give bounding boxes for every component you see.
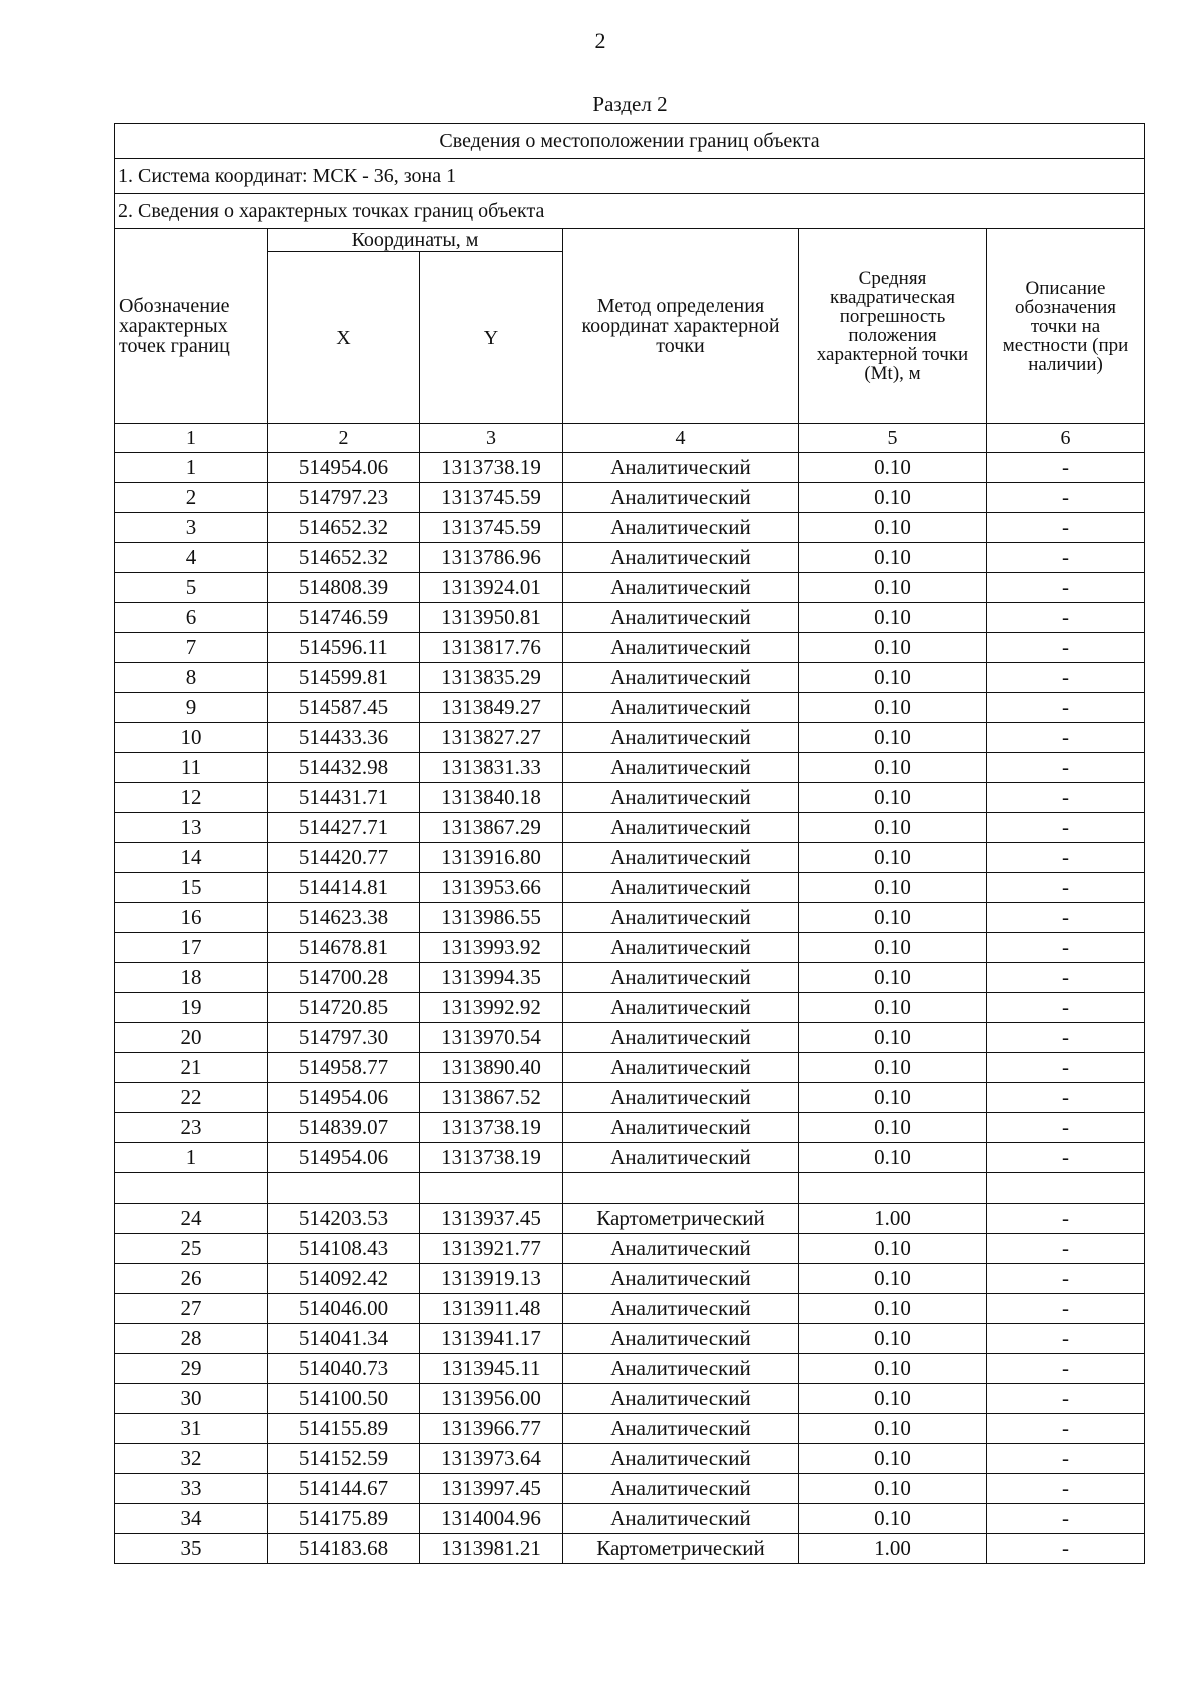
point-cell: 2: [115, 483, 268, 513]
y-cell: 1313745.59: [420, 483, 563, 513]
point-cell: 33: [115, 1474, 268, 1504]
description-cell: -: [987, 453, 1145, 483]
table-row: [115, 513, 1145, 543]
method-cell: Аналитический: [563, 903, 799, 933]
method-cell: Аналитический: [563, 843, 799, 873]
error-cell: 0.10: [799, 1083, 987, 1113]
point-cell: 25: [115, 1234, 268, 1264]
table-row: [115, 1113, 1145, 1143]
x-cell: 514175.89: [268, 1504, 420, 1534]
error-cell: 0.10: [799, 933, 987, 963]
x-cell: 514652.32: [268, 513, 420, 543]
header-error: Средняя квадратическая погрешность положения характерной точки (Mt), м: [799, 229, 987, 424]
error-cell: 0.10: [799, 1384, 987, 1414]
point-cell: 20: [115, 1023, 268, 1053]
x-cell: 514144.67: [268, 1474, 420, 1504]
description-cell: -: [987, 753, 1145, 783]
table-row: [115, 483, 1145, 513]
y-cell: 1313835.29: [420, 663, 563, 693]
method-cell: Аналитический: [563, 1444, 799, 1474]
y-cell: 1313941.17: [420, 1324, 563, 1354]
point-cell: 4: [115, 543, 268, 573]
header-x: X: [268, 252, 420, 424]
method-cell: Аналитический: [563, 693, 799, 723]
x-cell: 514414.81: [268, 873, 420, 903]
y-cell: 1313867.29: [420, 813, 563, 843]
method-cell: Аналитический: [563, 603, 799, 633]
point-cell: 15: [115, 873, 268, 903]
point-cell: 6: [115, 603, 268, 633]
description-cell: [987, 1173, 1145, 1204]
y-cell: 1313916.80: [420, 843, 563, 873]
header-coordinates: Координаты, м: [268, 229, 563, 252]
table-row: [115, 993, 1145, 1023]
description-cell: -: [987, 513, 1145, 543]
error-cell: 0.10: [799, 483, 987, 513]
point-cell: 24: [115, 1204, 268, 1234]
x-cell: 514596.11: [268, 633, 420, 663]
section-title: Раздел 2: [592, 92, 668, 116]
y-cell: 1313981.21: [420, 1534, 563, 1564]
x-cell: 514108.43: [268, 1234, 420, 1264]
point-cell: 7: [115, 633, 268, 663]
x-cell: 514623.38: [268, 903, 420, 933]
x-cell: 514040.73: [268, 1354, 420, 1384]
error-cell: 0.10: [799, 1444, 987, 1474]
description-cell: -: [987, 1083, 1145, 1113]
table-row: [115, 633, 1145, 663]
y-cell: 1313997.45: [420, 1474, 563, 1504]
point-cell: 10: [115, 723, 268, 753]
method-cell: Аналитический: [563, 573, 799, 603]
description-cell: -: [987, 1324, 1145, 1354]
y-cell: 1313937.45: [420, 1204, 563, 1234]
y-cell: 1313849.27: [420, 693, 563, 723]
point-cell: 12: [115, 783, 268, 813]
table-row: [115, 1414, 1145, 1444]
y-cell: 1313745.59: [420, 513, 563, 543]
x-cell: 514587.45: [268, 693, 420, 723]
table-row: [115, 963, 1145, 993]
point-cell: [115, 1173, 268, 1204]
x-cell: 514041.34: [268, 1324, 420, 1354]
table-row: [115, 813, 1145, 843]
point-cell: 26: [115, 1264, 268, 1294]
y-cell: 1313945.11: [420, 1354, 563, 1384]
y-cell: 1313911.48: [420, 1294, 563, 1324]
y-cell: 1313831.33: [420, 753, 563, 783]
description-cell: -: [987, 723, 1145, 753]
column-number: 5: [799, 424, 987, 453]
error-cell: 0.10: [799, 633, 987, 663]
error-cell: 0.10: [799, 993, 987, 1023]
method-cell: Аналитический: [563, 1264, 799, 1294]
y-cell: 1313919.13: [420, 1264, 563, 1294]
description-cell: -: [987, 1444, 1145, 1474]
description-cell: -: [987, 1474, 1145, 1504]
table-row: [115, 783, 1145, 813]
method-cell: Аналитический: [563, 1504, 799, 1534]
point-cell: 16: [115, 903, 268, 933]
method-cell: Аналитический: [563, 723, 799, 753]
x-cell: 514183.68: [268, 1534, 420, 1564]
error-cell: 0.10: [799, 693, 987, 723]
point-cell: 34: [115, 1504, 268, 1534]
table-row: [115, 1173, 1145, 1204]
method-cell: Аналитический: [563, 933, 799, 963]
error-cell: 0.10: [799, 903, 987, 933]
y-cell: 1313956.00: [420, 1384, 563, 1414]
description-cell: -: [987, 543, 1145, 573]
description-cell: -: [987, 783, 1145, 813]
y-cell: 1313827.27: [420, 723, 563, 753]
table-row: [115, 663, 1145, 693]
error-cell: 0.10: [799, 783, 987, 813]
method-cell: Аналитический: [563, 1414, 799, 1444]
error-cell: 0.10: [799, 1414, 987, 1444]
error-cell: 0.10: [799, 543, 987, 573]
description-cell: -: [987, 1113, 1145, 1143]
description-cell: -: [987, 633, 1145, 663]
point-cell: 17: [115, 933, 268, 963]
description-cell: -: [987, 993, 1145, 1023]
table-row: [115, 1083, 1145, 1113]
error-cell: 1.00: [799, 1204, 987, 1234]
point-cell: 35: [115, 1534, 268, 1564]
description-cell: -: [987, 1294, 1145, 1324]
description-cell: -: [987, 1354, 1145, 1384]
table-row: [115, 1204, 1145, 1234]
method-cell: Аналитический: [563, 1324, 799, 1354]
point-cell: 18: [115, 963, 268, 993]
description-cell: -: [987, 813, 1145, 843]
x-cell: 514100.50: [268, 1384, 420, 1414]
error-cell: 0.10: [799, 723, 987, 753]
table-row: [115, 1534, 1145, 1564]
error-cell: 0.10: [799, 453, 987, 483]
y-cell: [420, 1173, 563, 1204]
point-cell: 19: [115, 993, 268, 1023]
error-cell: 0.10: [799, 813, 987, 843]
point-cell: 1: [115, 1143, 268, 1173]
error-cell: 0.10: [799, 1354, 987, 1384]
x-cell: 514599.81: [268, 663, 420, 693]
table-row: [115, 873, 1145, 903]
y-cell: 1313993.92: [420, 933, 563, 963]
table-row: [115, 1324, 1145, 1354]
method-cell: Аналитический: [563, 453, 799, 483]
method-cell: Картометрический: [563, 1204, 799, 1234]
description-cell: -: [987, 483, 1145, 513]
point-cell: 21: [115, 1053, 268, 1083]
point-cell: 1: [115, 453, 268, 483]
error-cell: 0.10: [799, 663, 987, 693]
error-cell: 1.00: [799, 1534, 987, 1564]
method-cell: Аналитический: [563, 1083, 799, 1113]
description-cell: -: [987, 1204, 1145, 1234]
description-cell: -: [987, 1023, 1145, 1053]
method-cell: Аналитический: [563, 873, 799, 903]
error-cell: 0.10: [799, 603, 987, 633]
x-cell: 514152.59: [268, 1444, 420, 1474]
table-row: [115, 1474, 1145, 1504]
point-cell: 29: [115, 1354, 268, 1384]
error-cell: 0.10: [799, 1504, 987, 1534]
y-cell: 1313973.64: [420, 1444, 563, 1474]
table-row: [115, 933, 1145, 963]
x-cell: 514092.42: [268, 1264, 420, 1294]
point-cell: 9: [115, 693, 268, 723]
error-cell: 0.10: [799, 1234, 987, 1264]
x-cell: 514431.71: [268, 783, 420, 813]
y-cell: 1313992.92: [420, 993, 563, 1023]
description-cell: -: [987, 903, 1145, 933]
x-cell: 514652.32: [268, 543, 420, 573]
table-row: [115, 543, 1145, 573]
method-cell: Аналитический: [563, 483, 799, 513]
error-cell: 0.10: [799, 1143, 987, 1173]
description-cell: -: [987, 573, 1145, 603]
description-cell: -: [987, 663, 1145, 693]
table-row: [115, 603, 1145, 633]
y-cell: 1313840.18: [420, 783, 563, 813]
y-cell: 1313953.66: [420, 873, 563, 903]
error-cell: 0.10: [799, 1023, 987, 1053]
y-cell: 1313786.96: [420, 543, 563, 573]
table-row: [115, 753, 1145, 783]
column-numbers-row: [115, 424, 1145, 453]
y-cell: 1314004.96: [420, 1504, 563, 1534]
method-cell: Картометрический: [563, 1534, 799, 1564]
error-cell: 0.10: [799, 1294, 987, 1324]
error-cell: 0.10: [799, 1113, 987, 1143]
description-cell: -: [987, 1053, 1145, 1083]
x-cell: [268, 1173, 420, 1204]
table-row: [115, 843, 1145, 873]
description-cell: -: [987, 1414, 1145, 1444]
x-cell: 514720.85: [268, 993, 420, 1023]
table-row: [115, 1354, 1145, 1384]
x-cell: 514954.06: [268, 1143, 420, 1173]
y-cell: 1313924.01: [420, 573, 563, 603]
table-row: [115, 1504, 1145, 1534]
x-cell: 514700.28: [268, 963, 420, 993]
description-cell: -: [987, 1384, 1145, 1414]
boundary-points-table: [114, 123, 1145, 1564]
description-cell: -: [987, 873, 1145, 903]
description-cell: -: [987, 1143, 1145, 1173]
error-cell: 0.10: [799, 573, 987, 603]
error-cell: 0.10: [799, 513, 987, 543]
y-cell: 1313994.35: [420, 963, 563, 993]
point-cell: 27: [115, 1294, 268, 1324]
column-number: 6: [987, 424, 1145, 453]
header-y: Y: [420, 252, 563, 424]
error-cell: 0.10: [799, 1474, 987, 1504]
point-cell: 32: [115, 1444, 268, 1474]
x-cell: 514958.77: [268, 1053, 420, 1083]
table-title: Сведения о местоположении границ объекта: [115, 124, 1145, 159]
method-cell: [563, 1173, 799, 1204]
method-cell: Аналитический: [563, 663, 799, 693]
column-number: 3: [420, 424, 563, 453]
error-cell: 0.10: [799, 1264, 987, 1294]
x-cell: 514046.00: [268, 1294, 420, 1324]
header-description: Описание обозначения точки на местности (при наличии): [987, 229, 1145, 424]
table-row: [115, 1294, 1145, 1324]
y-cell: 1313950.81: [420, 603, 563, 633]
table-row: [115, 903, 1145, 933]
error-cell: 0.10: [799, 753, 987, 783]
table-row: [115, 1143, 1145, 1173]
point-cell: 30: [115, 1384, 268, 1414]
method-cell: Аналитический: [563, 813, 799, 843]
table-row: [115, 1384, 1145, 1414]
y-cell: 1313986.55: [420, 903, 563, 933]
header-method: Метод определения координат характерной точки: [563, 229, 799, 424]
description-cell: -: [987, 1504, 1145, 1534]
error-cell: 0.10: [799, 1053, 987, 1083]
x-cell: 514203.53: [268, 1204, 420, 1234]
method-cell: Аналитический: [563, 963, 799, 993]
table-row: [115, 453, 1145, 483]
page-number: 2: [594, 28, 606, 53]
y-cell: 1313867.52: [420, 1083, 563, 1113]
error-cell: 0.10: [799, 873, 987, 903]
error-cell: [799, 1173, 987, 1204]
method-cell: Аналитический: [563, 633, 799, 663]
table-row: [115, 1444, 1145, 1474]
point-cell: 8: [115, 663, 268, 693]
description-cell: -: [987, 603, 1145, 633]
points-section-header: 2. Сведения о характерных точках границ объекта: [115, 194, 1145, 229]
coordinate-system: 1. Система координат: МСК - 36, зона 1: [115, 159, 1145, 194]
table-row: [115, 1264, 1145, 1294]
column-number: 1: [115, 424, 268, 453]
error-cell: 0.10: [799, 843, 987, 873]
point-cell: 11: [115, 753, 268, 783]
y-cell: 1313890.40: [420, 1053, 563, 1083]
x-cell: 514678.81: [268, 933, 420, 963]
method-cell: Аналитический: [563, 1354, 799, 1384]
table-row: [115, 1053, 1145, 1083]
table-row: [115, 1234, 1145, 1264]
description-cell: -: [987, 1234, 1145, 1264]
y-cell: 1313970.54: [420, 1023, 563, 1053]
x-cell: 514797.30: [268, 1023, 420, 1053]
point-cell: 13: [115, 813, 268, 843]
table-row: [115, 693, 1145, 723]
method-cell: Аналитический: [563, 1294, 799, 1324]
y-cell: 1313738.19: [420, 1143, 563, 1173]
error-cell: 0.10: [799, 1324, 987, 1354]
x-cell: 514433.36: [268, 723, 420, 753]
description-cell: -: [987, 933, 1145, 963]
x-cell: 514808.39: [268, 573, 420, 603]
method-cell: Аналитический: [563, 1384, 799, 1414]
description-cell: -: [987, 693, 1145, 723]
x-cell: 514954.06: [268, 1083, 420, 1113]
point-cell: 14: [115, 843, 268, 873]
x-cell: 514797.23: [268, 483, 420, 513]
y-cell: 1313921.77: [420, 1234, 563, 1264]
table-row: [115, 573, 1145, 603]
point-cell: 31: [115, 1414, 268, 1444]
description-cell: -: [987, 1534, 1145, 1564]
method-cell: Аналитический: [563, 1474, 799, 1504]
header-point-designation: Обозначение характерных точек границ: [115, 229, 268, 424]
y-cell: 1313966.77: [420, 1414, 563, 1444]
method-cell: Аналитический: [563, 783, 799, 813]
method-cell: Аналитический: [563, 1023, 799, 1053]
x-cell: 514427.71: [268, 813, 420, 843]
description-cell: -: [987, 963, 1145, 993]
y-cell: 1313738.19: [420, 453, 563, 483]
x-cell: 514746.59: [268, 603, 420, 633]
column-number: 2: [268, 424, 420, 453]
point-cell: 3: [115, 513, 268, 543]
x-cell: 514420.77: [268, 843, 420, 873]
y-cell: 1313738.19: [420, 1113, 563, 1143]
method-cell: Аналитический: [563, 1143, 799, 1173]
method-cell: Аналитический: [563, 1113, 799, 1143]
y-cell: 1313817.76: [420, 633, 563, 663]
method-cell: Аналитический: [563, 993, 799, 1023]
point-cell: 22: [115, 1083, 268, 1113]
table-row: [115, 1023, 1145, 1053]
x-cell: 514839.07: [268, 1113, 420, 1143]
x-cell: 514432.98: [268, 753, 420, 783]
method-cell: Аналитический: [563, 1234, 799, 1264]
method-cell: Аналитический: [563, 753, 799, 783]
description-cell: -: [987, 1264, 1145, 1294]
point-cell: 5: [115, 573, 268, 603]
point-cell: 28: [115, 1324, 268, 1354]
method-cell: Аналитический: [563, 513, 799, 543]
error-cell: 0.10: [799, 963, 987, 993]
description-cell: -: [987, 843, 1145, 873]
table-row: [115, 723, 1145, 753]
method-cell: Аналитический: [563, 543, 799, 573]
x-cell: 514954.06: [268, 453, 420, 483]
method-cell: Аналитический: [563, 1053, 799, 1083]
x-cell: 514155.89: [268, 1414, 420, 1444]
column-number: 4: [563, 424, 799, 453]
point-cell: 23: [115, 1113, 268, 1143]
